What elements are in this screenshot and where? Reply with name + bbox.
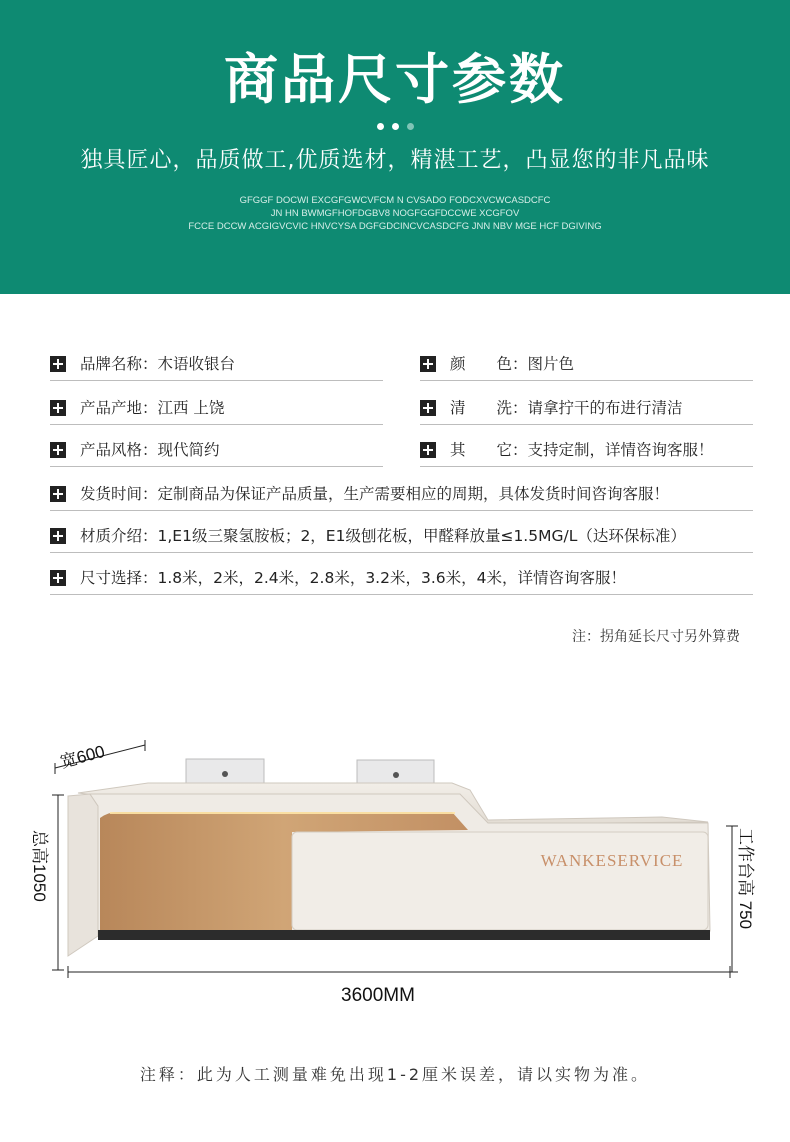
- carousel-dots: [0, 120, 790, 130]
- divider: [50, 424, 383, 425]
- page-subtitle: 独具匠心，品质做工,优质选材，精湛工艺，凸显您的非凡品味: [80, 148, 710, 173]
- spec-text: 尺寸选择：1.8米，2米，2.4米，2.8米，3.2米，3.6米，4米，详情咨询客服！: [80, 569, 626, 587]
- plus-icon: [420, 356, 436, 372]
- apple-logo-icon: [393, 772, 399, 778]
- spec-text: 品牌名称：木语收银台: [80, 355, 236, 373]
- plus-icon: [50, 570, 66, 586]
- spec-row-other: [420, 437, 753, 467]
- spec-text: 材质介绍：1,E1级三聚氢胺板；2，E1级刨花板，甲醛释放量≤1.5MG/L（达环保标准）: [80, 527, 686, 545]
- spec-row-sizes: [50, 565, 753, 595]
- divider: [50, 594, 753, 595]
- spec-row-style: [50, 437, 383, 467]
- divider: [420, 380, 753, 381]
- total-height-label: 总高1050: [30, 830, 49, 902]
- extension-note: 注：拐角延长尺寸另外算费: [572, 629, 740, 645]
- plus-icon: [50, 356, 66, 372]
- header-banner: [0, 0, 790, 294]
- spec-text: 清 洗：请拿拧干的布进行清洁: [450, 399, 683, 417]
- length-dimension: [68, 966, 730, 1006]
- spec-text: 产品产地：江西 上饶: [80, 399, 225, 417]
- divider: [50, 466, 383, 467]
- spec-row-color: [420, 351, 753, 381]
- decorative-text: [0, 194, 790, 233]
- decorative-line: JN HN BWMGFHOFDGBV8 NOGFGGFDCCWE XCGFOV: [270, 208, 520, 219]
- total-height-dimension: [30, 795, 64, 970]
- spec-text: 其 它：支持定制，详情咨询客服！: [450, 441, 714, 459]
- spec-row-origin: [50, 395, 383, 425]
- spec-row-material: [50, 523, 753, 553]
- apple-logo-icon: [222, 771, 228, 777]
- decorative-line: GFGGF DOCWI EXCGFGWCVFCM N CVSADO FODCXVCWCASDCFC: [239, 195, 551, 206]
- footnote: 注释：此为人工测量难免出现1-2厘米误差，请以实物为准。: [139, 1065, 651, 1084]
- divider: [420, 424, 753, 425]
- desk-brand-text: WANKESERVICE: [540, 851, 684, 870]
- reception-desk: [68, 783, 710, 956]
- desk-dimension-diagram: [0, 720, 790, 1020]
- dot-icon: [377, 123, 384, 130]
- spec-row-cleaning: [420, 395, 753, 425]
- plus-icon: [50, 486, 66, 502]
- dot-icon: [392, 123, 399, 130]
- divider: [50, 510, 753, 511]
- plus-icon: [420, 442, 436, 458]
- plus-icon: [50, 528, 66, 544]
- plus-icon: [420, 400, 436, 416]
- length-label: 3600MM: [341, 985, 415, 1006]
- spec-text: 颜 色：图片色: [450, 355, 575, 373]
- divider: [50, 552, 753, 553]
- width-dimension: [55, 740, 145, 774]
- page-title: 商品尺寸参数: [224, 48, 566, 111]
- work-height-label: 工作台高 750: [736, 828, 755, 930]
- plus-icon: [50, 400, 66, 416]
- divider: [50, 380, 383, 381]
- plus-icon: [50, 442, 66, 458]
- dot-icon: [407, 123, 414, 130]
- spec-text: 产品风格：现代简约: [80, 441, 220, 459]
- decorative-line: FCCE DCCW ACGIGVCVIC HNVCYSA DGFGDCINCVCASDCFG JNN NBV MGE HCF DGIVING: [188, 221, 602, 232]
- spec-row-delivery: [50, 481, 753, 511]
- divider: [420, 466, 753, 467]
- spec-row-brand: [50, 351, 383, 381]
- spec-text: 发货时间：定制商品为保证产品质量，生产需要相应的周期，具体发货时间咨询客服！: [80, 485, 670, 503]
- width-label: 宽600: [58, 741, 107, 772]
- work-height-dimension: [726, 826, 755, 972]
